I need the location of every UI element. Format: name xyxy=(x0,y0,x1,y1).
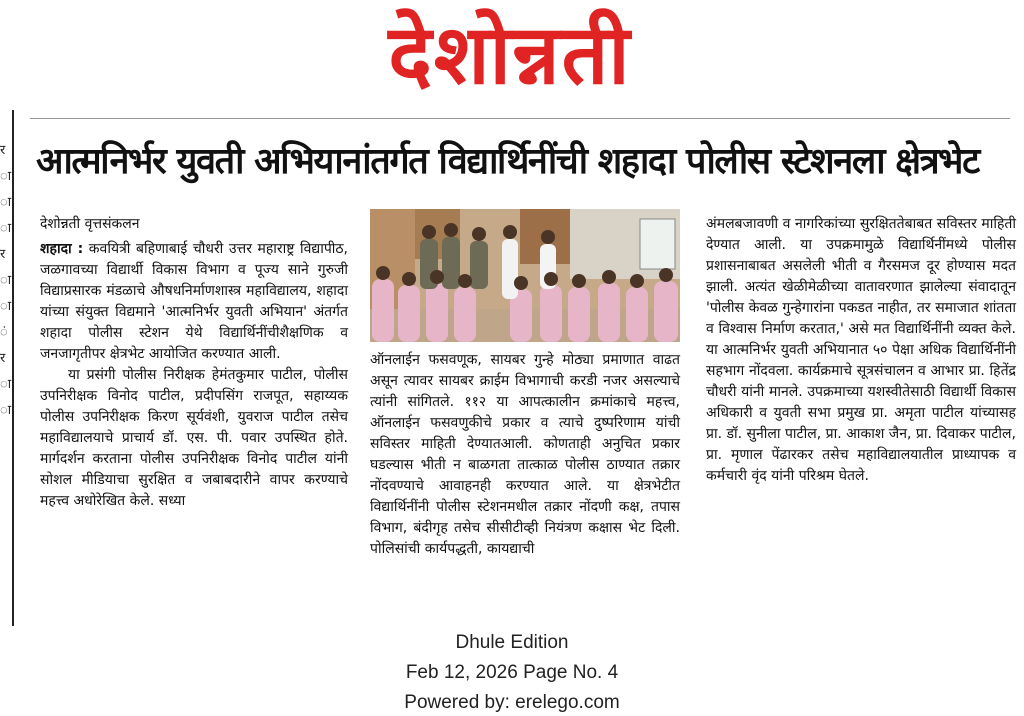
article-column-2 xyxy=(370,350,680,616)
paragraph-text: कवयित्री बहिणाबाई चौधरी उत्तर महाराष्ट्र विद्यापीठ, जळगावच्या विद्यार्थी विकास विभाग व पूज्य साने गुरुजी विद्याप्रसारक मंडळाचे औषधनिर्माणशास्त्र महाविद्यालय, शहादा यांच्या संयुक्त विद्यमाने 'आत्मनिर्भर युवती अभियान' अंतर्गत शहादा पोलीस स्टेशन येथे विद्यार्थिनींचीशैक्षणिक व जनजागृतीपर क्षेत्रभेट आयोजित करण्यात आली. xyxy=(40,241,348,362)
powered-by-label: Powered by: erelego.com xyxy=(404,692,620,713)
newspaper-masthead: देशोन्नती xyxy=(388,8,632,103)
fragment-char: ा xyxy=(0,273,12,288)
edition-label: Dhule Edition xyxy=(455,632,569,653)
article-paragraph-1 xyxy=(40,239,348,365)
article-paragraph-2: या प्रसंगी पोलीस निरीक्षक हेमंतकुमार पाटील, पोलीस उपनिरीक्षक विनोद पाटील, प्रदीपसिंग राजपूत, सहाय्यक पोलीस उपनिरीक्षक किरण सूर्यवंशी, युवराज पाटील तसेच महाविद्यालयाचे प्राचार्य डॉ. एस. पी. पवार उपस्थित होते. मार्गदर्शन करताना पोलीस उपनिरीक्षक विनोद पाटील यांनी सोशल मीडियाचा सुरक्षित व जबाबदारीने वापर करण्याचे महत्त्व अधोरेखित केले. सध्या xyxy=(40,367,348,509)
fragment-char: ं xyxy=(0,325,8,340)
article-column-1 xyxy=(40,214,348,616)
fragment-char: ा xyxy=(0,377,12,392)
fragment-char: ा xyxy=(0,169,12,184)
article-byline: देशोन्नती वृत्तसंकलन xyxy=(40,216,140,232)
fragment-char: र xyxy=(0,351,6,366)
dateline-place: शहादा : xyxy=(40,241,84,257)
fragment-char: ा xyxy=(0,221,12,236)
fragment-char: ा xyxy=(0,195,12,210)
fragment-char: ा xyxy=(0,403,12,418)
left-column-divider xyxy=(12,110,14,626)
group-photo-illustration xyxy=(370,209,680,342)
date-page-label: Feb 12, 2026 Page No. 4 xyxy=(405,662,619,683)
adjacent-article-fragments xyxy=(0,138,12,424)
article-paragraph-3: ऑनलाईन फसवणूक, सायबर गुन्हे मोठ्या प्रमाणात वाढत असून त्यावर सायबर क्राईम विभागाची करडी नजर असल्याचे त्यांनी सांगितले. ११२ या आपत्कालीन क्रमांकाचे महत्त्व, ऑनलाईन फसवणुकीचे प्रकार व त्याचे दुष्परिणाम यांची सविस्तर माहिती देण्यातआली. कोणताही अनुचित प्रकार घडल्यास भीती न बाळगता तात्काळ पोलीस ठाण्यात तक्रार नोंदवण्याचे आवाहनही करण्यात आले. या क्षेत्रभेटीत विद्यार्थिनींनी पोलीस स्टेशनमधील तक्रार नोंदणी कक्ष, तपास विभाग, बंदीगृह तसेच सीसीटीव्ही नियंत्रण कक्षास भेट दिली. पोलिसांची कार्यपद्धती, कायद्याची xyxy=(370,352,680,557)
top-divider xyxy=(30,118,1010,119)
article-photo xyxy=(370,209,680,342)
fragment-char: ा xyxy=(0,299,12,314)
article-paragraph-4: अंमलबजावणी व नागरिकांच्या सुरक्षिततेबाबत सविस्तर माहिती देण्यात आली. या उपक्रमामुळे विद्यार्थिनींमध्ये पोलीस प्रशासनाबाबत असलेली भीती व गैरसमज दूर होण्यास मदत झाली. अत्यंत खेळीमेळीच्या वातावरणात झालेल्या संवादातून 'पोलीस केवळ गुन्हेगारांना पकडत नाहीत, तर समाजात शांतता व विश्वास निर्माण करतात,' असे मत विद्यार्थिनींनी व्यक्त केले. या आत्मनिर्भर युवती अभियानात ५० पेक्षा अधिक विद्यार्थिनींनी सहभाग नोंदवला. कार्यक्रमाचे सूत्रसंचालन व आभार प्रा. हितेंद्र चौधरी यांनी मानले. उपक्रमाच्या यशस्वीतेसाठी विद्यार्थी विकास अधिकारी व युवती सभा प्रमुख प्रा. अमृता पाटील यांच्यासह प्रा. डॉ. सुनीला पाटील, प्रा. आकाश जैन, प्रा. दिवाकर पाटील, प्रा. मृणाल पेंढारकर तसेच महाविद्यालयातील प्राध्यापक व कर्मचारी वृंद यांनी परिश्रम घेतले. xyxy=(706,216,1016,484)
fragment-char: र xyxy=(0,143,6,158)
article-headline: आत्मनिर्भर युवती अभियानांतर्गत विद्यार्थिनींची शहादा पोलीस स्टेशनला क्षेत्रभेट xyxy=(36,141,979,182)
fragment-char: र xyxy=(0,247,6,262)
article-column-3 xyxy=(706,214,1016,616)
